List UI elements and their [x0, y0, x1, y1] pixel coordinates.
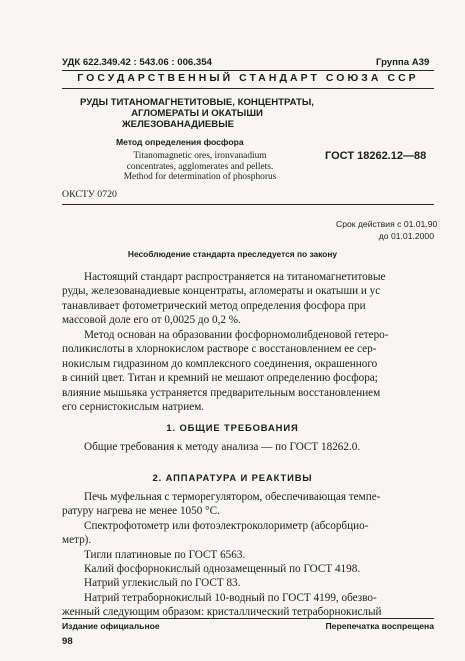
text-line: массовой доле его от 0,0025 до 0,2 %.	[62, 314, 241, 327]
title-line-1: РУДЫ ТИТАНОМАГНЕТИТОВЫЕ, КОНЦЕНТРАТЫ,	[80, 97, 314, 108]
page-number: 98	[62, 636, 73, 647]
text-line: его сернистокислым натрием.	[62, 401, 205, 414]
text-line: Тигли платиновые по ГОСТ 6563.	[84, 548, 246, 561]
document-title	[62, 97, 332, 131]
header-rule-top	[62, 70, 434, 71]
text-line: нокислым гидразином до комплексного соединения, окрашенного	[62, 357, 378, 370]
validity-start: Срок действия с 01.01.90	[336, 219, 438, 229]
text-line: Настоящий стандарт распространяется на титаномагнетитовые	[84, 271, 386, 283]
intro-paragraph-2	[62, 328, 434, 414]
text-line: женный следующим образом: кристаллический тетраборнокислый	[62, 606, 382, 619]
text-line: поликислоты в хлорнокислом растворе с восстановлением ее сер-	[62, 343, 377, 356]
text-line: Калий фосфорнокислый однозамещенный по ГОСТ 4198.	[84, 563, 361, 576]
english-title-line-3: Method for determination of phosphorus	[123, 172, 277, 182]
text-line: Метод основан на образовании фосфорномолибденовой гетеро-	[84, 329, 389, 341]
standard-banner: ГОСУДАРСТВЕННЫЙ СТАНДАРТ СОЮЗА ССР	[77, 73, 419, 84]
legal-notice: Несоблюдение стандарта преследуется по закону	[127, 249, 338, 259]
text-line: Натрий тетраборнокислый 10-водный по ГОСТ 4199, обезво-	[84, 591, 377, 604]
footer-rule	[62, 618, 434, 619]
section1-text	[62, 440, 434, 454]
intro-paragraph-1	[62, 270, 434, 328]
text-line: Печь муфельная с терморегулятором, обеспечивающая темпе-	[84, 491, 381, 503]
udk-code: УДК 622.349.42 : 543.06 : 006.354	[62, 57, 212, 68]
section2-text	[62, 490, 434, 620]
english-title-line-2: concentrates, agglomerates and pellets.	[126, 161, 274, 172]
title-line-3: ЖЕЛЕЗОВАНАДИЕВЫЕ	[122, 119, 234, 131]
document-subtitle: Метод определения фосфора	[116, 137, 244, 147]
okstu-code: ОКСТУ 0720	[62, 189, 117, 200]
validity-end: до 01.01.2000	[378, 231, 434, 242]
text-line: влияние мышьяка устраняется предварительным восстановлением	[62, 386, 381, 399]
footer-reprint-notice: Перепечатка воспрещена	[325, 621, 434, 631]
text-line: Спектрофотометр или фотоэлектроколориметр (абсорбцио-	[84, 519, 369, 532]
footer-edition: Издание официальное	[62, 621, 160, 631]
group-code: Группа А39	[376, 57, 430, 68]
text-line: Общие требования к методу анализа — по ГОСТ 18262.0.	[84, 441, 361, 453]
header-rule-bottom	[62, 88, 434, 89]
gost-number: ГОСТ 18262.12—88	[325, 150, 427, 162]
english-title-line-1: Titanomagnetic ores, ironvanadium	[133, 151, 267, 161]
english-title	[100, 151, 300, 183]
section-heading-general: 1. ОБЩИЕ ТРЕБОВАНИЯ	[166, 422, 299, 433]
validity-period	[336, 218, 438, 243]
text-line: ратуру нагрева не менее 1050 °С.	[62, 505, 220, 518]
section-heading-apparatus: 2. АППАРАТУРА И РЕАКТИВЫ	[152, 472, 313, 483]
text-line: руды, железованадиевые концентраты, агломераты и окатыши и ус	[62, 285, 381, 298]
title-line-2: АГЛОМЕРАТЫ И ОКАТЫШИ	[131, 108, 263, 120]
title-rule	[62, 204, 434, 205]
text-line: танавливает фотометрический метод определения фосфора при	[62, 299, 366, 312]
text-line: Натрий углекислый по ГОСТ 83.	[84, 577, 241, 590]
text-line: в синий цвет. Титан и кремний не мешают определению фосфора;	[62, 372, 378, 385]
text-line: метр).	[62, 534, 92, 547]
